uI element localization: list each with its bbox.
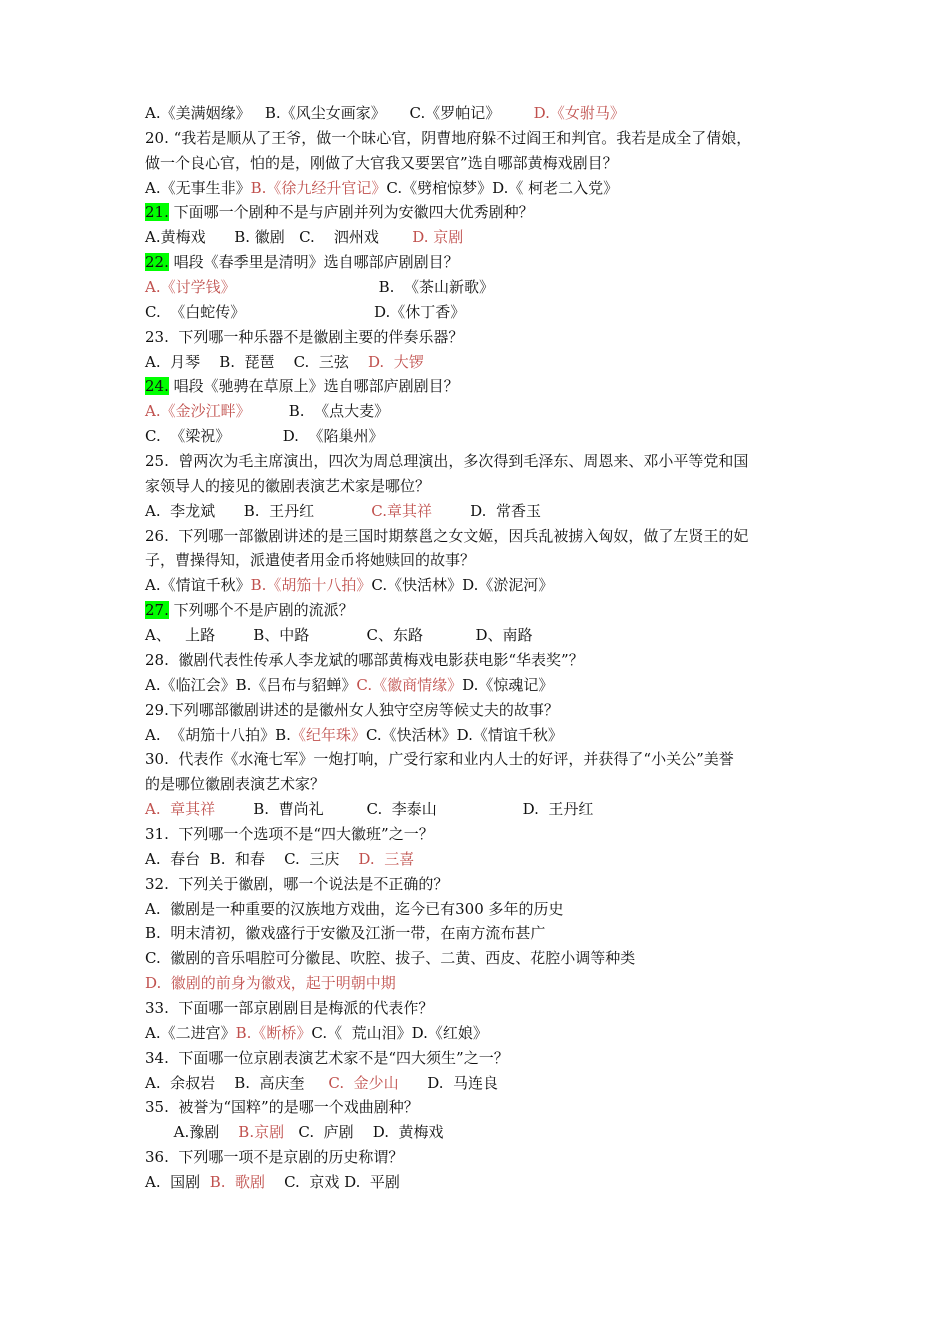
text-line: [145, 947, 635, 969]
text-line: [145, 649, 584, 671]
text-segment: C. 京戏 D. 平剧: [265, 1172, 400, 1191]
text-segment: 家领导人的接见的徽剧表演艺术家是哪位？: [145, 476, 431, 495]
text-segment: C. 《梁祝》 D. 《陷巢州》: [145, 427, 384, 446]
text-line: [145, 873, 448, 895]
text-segment: B. 曹尚礼 C. 李泰山 D. 王丹红: [215, 800, 594, 819]
text-segment: A.黄梅戏 B. 徽剧 C. 泗州戏: [145, 228, 413, 247]
answer-text: B. 歌剧: [209, 1172, 266, 1191]
text-line: [145, 1171, 400, 1193]
text-segment: 子，曹操得知，派遣使者用金币将她赎回的故事？: [145, 551, 476, 570]
text-line: [145, 599, 354, 621]
text-segment: B. 明末清初，徽戏盛行于安徽及江浙一带，在南方流布甚广: [145, 924, 546, 943]
text-line: [145, 922, 545, 944]
text-segment: 26. 下列哪一部徽剧讲述的是三国时期蔡邕之女文姬，因兵乱被掳入匈奴，做了左贤王的妃: [145, 526, 749, 545]
answer-text: 《纪年珠》: [290, 725, 366, 744]
text-segment: A. 李龙斌 B. 王丹红: [145, 501, 372, 520]
highlighted-number: 24.: [145, 377, 169, 396]
text-line: [145, 1047, 509, 1069]
text-line: [145, 823, 434, 845]
text-segment: B. 《点大麦》: [250, 402, 390, 421]
text-line: [145, 425, 384, 447]
text-segment: 28. 徽剧代表性传承人李龙斌的哪部黄梅戏电影获电影“华表奖”？: [145, 650, 584, 669]
text-segment: A.《无事生非》: [145, 178, 251, 197]
text-segment: D. 马连良: [398, 1073, 499, 1092]
text-line: [145, 102, 625, 124]
text-segment: A. 月琴 B. 琵琶 C. 三弦: [145, 352, 368, 371]
text-segment: 下列哪个不是庐剧的流派？: [168, 601, 354, 620]
text-segment: C. 《白蛇传》 D.《休丁香》: [145, 302, 466, 321]
text-segment: A. 徽剧是一种重要的汉族地方戏曲，迄今已有300 多年的历史: [145, 899, 564, 918]
text-segment: A. 春台 B. 和春 C. 三庆: [145, 849, 359, 868]
answer-text: B.《徐九经升官记》: [250, 178, 387, 197]
text-segment: 30. 代表作《水淹七军》一炮打响，广受行家和业内人士的好评，并获得了“小关公”美誉: [145, 750, 734, 769]
text-segment: 32. 下列关于徽剧，哪一个说法是不正确的？: [145, 874, 449, 893]
text-line: [145, 549, 475, 571]
text-segment: 31. 下列哪一个选项不是“四大徽班”之一？: [145, 824, 434, 843]
text-line: [145, 525, 748, 547]
text-segment: D.《惊魂记》: [462, 675, 554, 694]
text-line: [145, 201, 534, 223]
text-segment: 唱段《春季里是清明》选自哪部庐剧剧目？: [168, 253, 459, 272]
text-line: [145, 251, 459, 273]
text-line: [145, 1072, 498, 1094]
text-line: [145, 972, 396, 994]
answer-text: C.章其祥: [371, 501, 433, 520]
text-segment: A.《临江会》B.《吕布与貂蝉》: [145, 675, 357, 694]
text-segment: 36. 下列哪一项不是京剧的历史称谓？: [145, 1148, 404, 1167]
answer-text: C. 金少山: [328, 1073, 399, 1092]
text-segment: C.《快活林》D.《淤泥河》: [371, 576, 554, 595]
text-segment: A、 上路 B、中路 C、东路 D、南路: [145, 626, 533, 645]
text-line: [145, 351, 424, 373]
text-segment: A. 《胡笳十八拍》B.: [145, 725, 291, 744]
answer-text: A.《讨学钱》: [145, 278, 236, 297]
text-line: [145, 724, 563, 746]
text-segment: 的是哪位徽剧表演艺术家？: [145, 775, 326, 794]
answer-text: A.《金沙江畔》: [145, 402, 251, 421]
text-segment: C.《 荒山泪》D.《红娘》: [311, 1023, 488, 1042]
text-line: [145, 375, 459, 397]
answer-text: D.《女驸马》: [533, 104, 625, 122]
text-segment: C. 庐剧 D. 黄梅戏: [284, 1123, 444, 1142]
text-segment: 35. 被誉为“国粹”的是哪一个戏曲剧种？: [145, 1098, 419, 1117]
answer-text: B.《胡笳十八拍》: [250, 576, 372, 595]
text-line: [145, 699, 559, 721]
text-line: [145, 226, 463, 248]
text-line: [145, 450, 748, 472]
answer-text: B.京剧: [238, 1123, 285, 1142]
text-line: [145, 1022, 488, 1044]
text-line: [145, 848, 414, 870]
text-line: [145, 326, 463, 348]
text-segment: A. 余叔岩 B. 高庆奎: [145, 1073, 329, 1092]
answer-text: A. 章其祥: [145, 800, 216, 819]
text-line: [145, 674, 553, 696]
text-line: [145, 624, 532, 646]
text-line: [145, 1121, 444, 1143]
text-segment: A.《情谊千秋》: [145, 576, 251, 595]
text-segment: 20. “我若是顺从了王爷，做一个昧心官，阴曹地府躲不过阎王和判官。我若是成全了倩娘，: [145, 128, 752, 147]
text-segment: 下面哪一个剧种不是与庐剧并列为安徽四大优秀剧种？: [168, 203, 534, 222]
highlighted-number: 21.: [145, 203, 169, 222]
text-segment: B. 《茶山新歌》: [235, 278, 494, 297]
text-line: [145, 500, 541, 522]
text-line: [145, 127, 751, 149]
text-line: [145, 898, 564, 920]
text-line: [145, 574, 553, 596]
text-line: [145, 773, 325, 795]
answer-text: B.《断桥》: [235, 1023, 312, 1042]
text-segment: A.豫剧: [145, 1123, 239, 1142]
text-line: [145, 798, 593, 820]
text-segment: 做一个良心官，怕的是，刚做了大官我又要罢官”选自哪部黄梅戏剧目？: [145, 153, 618, 172]
text-segment: A.《美满姻缘》 B.《风尘女画家》 C.《罗帕记》: [145, 104, 534, 122]
highlighted-number: 22.: [145, 253, 169, 272]
text-line: [145, 748, 734, 770]
answer-text: D. 京剧: [412, 228, 464, 247]
text-segment: 25. 曾两次为毛主席演出，四次为周总理演出，多次得到毛泽东、周恩来、邓小平等党和国: [145, 452, 749, 471]
text-line: [145, 177, 618, 199]
answer-text: C.《徽商情缘》: [356, 675, 463, 694]
text-line: [145, 1096, 419, 1118]
text-line: [145, 152, 618, 174]
text-line: [145, 997, 433, 1019]
text-segment: A. 国剧: [145, 1172, 210, 1191]
text-line: [145, 276, 494, 298]
text-segment: C.《劈棺惊梦》D.《 柯老二入党》: [386, 178, 619, 197]
text-line: [145, 301, 465, 323]
text-segment: 34. 下面哪一位京剧表演艺术家不是“四大须生”之一？: [145, 1048, 509, 1067]
text-segment: D. 常香玉: [432, 501, 541, 520]
answer-text: D. 大锣: [367, 352, 424, 371]
text-segment: 唱段《驰骋在草原上》选自哪部庐剧剧目？: [168, 377, 459, 396]
answer-text: D. 徽剧的前身为徽戏，起于明朝中期: [145, 974, 396, 993]
text-segment: 33. 下面哪一部京剧剧目是梅派的代表作？: [145, 998, 434, 1017]
text-line: [145, 400, 389, 422]
text-segment: C.《快活林》D.《情谊千秋》: [365, 725, 563, 744]
highlighted-number: 27.: [145, 601, 169, 620]
answer-text: D. 三喜: [358, 849, 415, 868]
text-segment: C. 徽剧的音乐唱腔可分徽昆、吹腔、拔子、二黄、西皮、花腔小调等种类: [145, 949, 636, 968]
text-line: [145, 1146, 403, 1168]
text-segment: 23. 下列哪一种乐器不是徽剧主要的伴奏乐器？: [145, 327, 464, 346]
text-line: [145, 475, 430, 497]
text-segment: A.《二进宫》: [145, 1023, 236, 1042]
text-segment: 29.下列哪部徽剧讲述的是徽州女人独守空房等候丈夫的故事？: [145, 700, 559, 719]
